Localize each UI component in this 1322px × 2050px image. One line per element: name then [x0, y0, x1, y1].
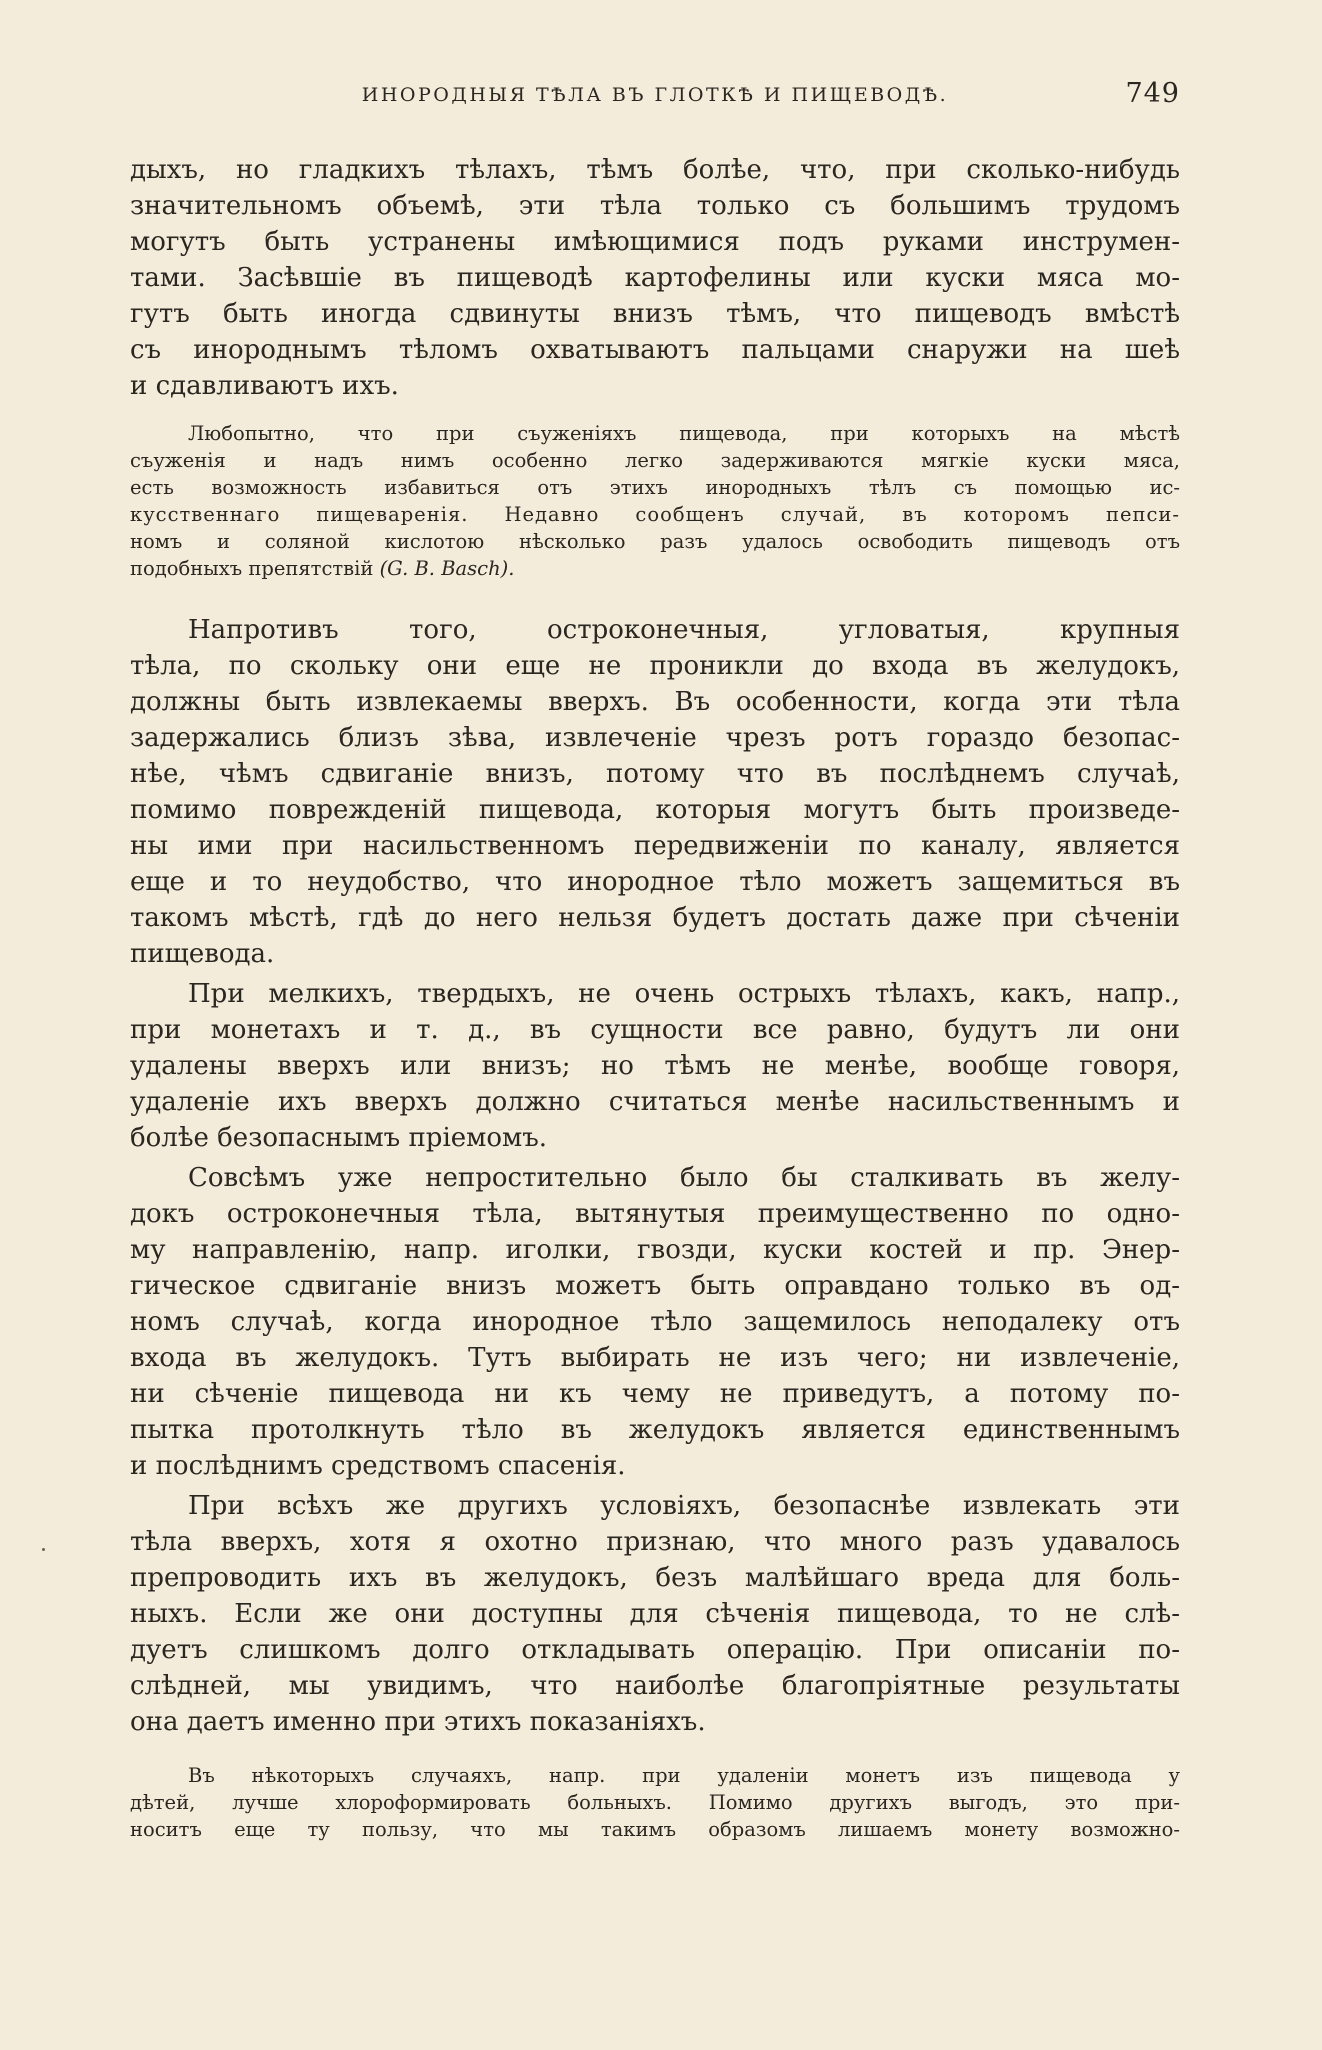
footnote-line: Въ нѣкоторыхъ случаяхъ, напр. при удаленіи монетъ изъ пищевода у [188, 1764, 1180, 1787]
text-line: тѣла, по скольку они еще не проникли до входа въ желудокъ, [130, 651, 1180, 681]
paragraph-pointed-bodies [130, 1160, 1180, 1484]
footnote-chloroform [130, 1762, 1180, 1843]
footnote-line: кусственнаго пищеваренія. Недавно сообщенъ случай, въ которомъ пепси- [130, 503, 1180, 526]
text-line: могутъ быть устранены имѣющимися подъ руками инструмен- [130, 227, 1180, 257]
text-line: удаленіе ихъ вверхъ должно считаться менѣе насильственнымъ и [130, 1087, 1180, 1117]
margin-speck [42, 1548, 45, 1551]
paragraph-continued [130, 152, 1180, 404]
text-line: болѣе безопаснымъ пріемомъ. [130, 1123, 548, 1153]
text-line: докъ остроконечныя тѣла, вытянутыя преимущественно по одно- [130, 1199, 1180, 1229]
text-line: она даетъ именно при этихъ показаніяхъ. [130, 1707, 706, 1737]
text-line: съ инороднымъ тѣломъ охватываютъ пальцами снаружи на шеѣ [130, 335, 1180, 365]
text-line: При всѣхъ же другихъ условіяхъ, безопаснѣе извлекать эти [188, 1491, 1180, 1521]
text-line: номъ случаѣ, когда инородное тѣло защемилось неподалеку отъ [130, 1307, 1180, 1337]
text-line: гическое сдвиганіе внизъ можетъ быть оправдано только въ од- [130, 1271, 1180, 1301]
footnote-line: носитъ еще ту пользу, что мы такимъ образомъ лишаемъ монету возможно- [130, 1818, 1180, 1841]
paragraph-small-bodies [130, 976, 1180, 1156]
text-line: ныхъ. Если же они доступны для сѣченія пищевода, то не слѣ- [130, 1599, 1180, 1629]
footnote-line: съуженія и надъ нимъ особенно легко задерживаются мягкіе куски мяса, [130, 449, 1180, 472]
text-line: дуетъ слишкомъ долго откладывать операцію. При описаніи по- [130, 1635, 1180, 1665]
text-line: тами. Засѣвшіе въ пищеводѣ картофелины или куски мяса мо- [130, 263, 1180, 293]
text-line: при монетахъ и т. д., въ сущности все равно, будутъ ли они [130, 1015, 1180, 1045]
footnote-line: дѣтей, лучше хлороформировать больныхъ. Помимо другихъ выгодъ, это при- [130, 1791, 1180, 1814]
text-line: значительномъ объемѣ, эти тѣла только съ большимъ трудомъ [130, 191, 1180, 221]
text-line: и сдавливаютъ ихъ. [130, 371, 399, 401]
footnote-text: подобныхъ препятствій [130, 557, 374, 580]
text-line: дыхъ, но гладкихъ тѣлахъ, тѣмъ болѣе, что, при сколько-нибудь [130, 155, 1180, 185]
text-line: пищевода. [130, 939, 275, 969]
book-page [130, 78, 1180, 1843]
footnote-line: номъ и соляной кислотою нѣсколько разъ удалось освободить пищеводъ отъ [130, 530, 1180, 553]
text-line: му направленію, напр. иголки, гвозди, куски костей и пр. Энер- [130, 1235, 1180, 1265]
page-number: 749 [1125, 78, 1180, 109]
paragraph-sharp-bodies [130, 612, 1180, 972]
text-line: пытка протолкнуть тѣло въ желудокъ является единственнымъ [130, 1415, 1180, 1445]
footnote-pepsin [130, 420, 1180, 582]
paragraph-other-conditions [130, 1488, 1180, 1740]
text-line: препроводить ихъ въ желудокъ, безъ малѣйшаго вреда для боль- [130, 1563, 1180, 1593]
footnote-line: есть возможность избавиться отъ этихъ инородныхъ тѣлъ съ помощью ис- [130, 476, 1180, 499]
text-line: гутъ быть иногда сдвинуты внизъ тѣмъ, что пищеводъ вмѣстѣ [130, 299, 1180, 329]
text-line: еще и то неудобство, что инородное тѣло можетъ защемиться въ [130, 867, 1180, 897]
page-header [130, 78, 1180, 122]
text-line: Напротивъ того, остроконечныя, угловатыя, крупныя [188, 615, 1180, 645]
text-line: тѣла вверхъ, хотя я охотно признаю, что много разъ удавалось [130, 1527, 1180, 1557]
text-line: слѣдней, мы увидимъ, что наиболѣе благопріятные результаты [130, 1671, 1180, 1701]
running-head: ИНОРОДНЫЯ ТѢЛА ВЪ ГЛОТКѢ И ПИЩЕВОДѢ. [361, 84, 949, 106]
text-line: нѣе, чѣмъ сдвиганіе внизъ, потому что въ послѣднемъ случаѣ, [130, 759, 1180, 789]
footnote-last-line [130, 555, 1180, 582]
text-line: При мелкихъ, твердыхъ, не очень острыхъ тѣлахъ, какъ, напр., [188, 979, 1180, 1009]
text-line: ни сѣченіе пищевода ни къ чему не приведутъ, а потому по- [130, 1379, 1180, 1409]
text-line: удалены вверхъ или внизъ; но тѣмъ не менѣе, вообще говоря, [130, 1051, 1180, 1081]
text-line: Совсѣмъ уже непростительно было бы сталкивать въ желу- [188, 1163, 1180, 1193]
text-line: входа въ желудокъ. Тутъ выбирать не изъ чего; ни извлеченіе, [130, 1343, 1180, 1373]
citation: (G. B. Basch). [379, 557, 515, 580]
text-line: должны быть извлекаемы вверхъ. Въ особенности, когда эти тѣла [130, 687, 1180, 717]
text-line: и послѣднимъ средствомъ спасенія. [130, 1451, 626, 1481]
text-line: задержались близъ зѣва, извлеченіе чрезъ ротъ гораздо безопас- [130, 723, 1180, 753]
text-line: такомъ мѣстѣ, гдѣ до него нельзя будетъ достать даже при сѣченіи [130, 903, 1180, 933]
text-line: ны ими при насильственномъ передвиженіи по каналу, является [130, 831, 1180, 861]
text-line: помимо поврежденій пищевода, которыя могутъ быть произведе- [130, 795, 1180, 825]
footnote-line: Любопытно, что при съуженіяхъ пищевода, при которыхъ на мѣстѣ [188, 422, 1180, 445]
